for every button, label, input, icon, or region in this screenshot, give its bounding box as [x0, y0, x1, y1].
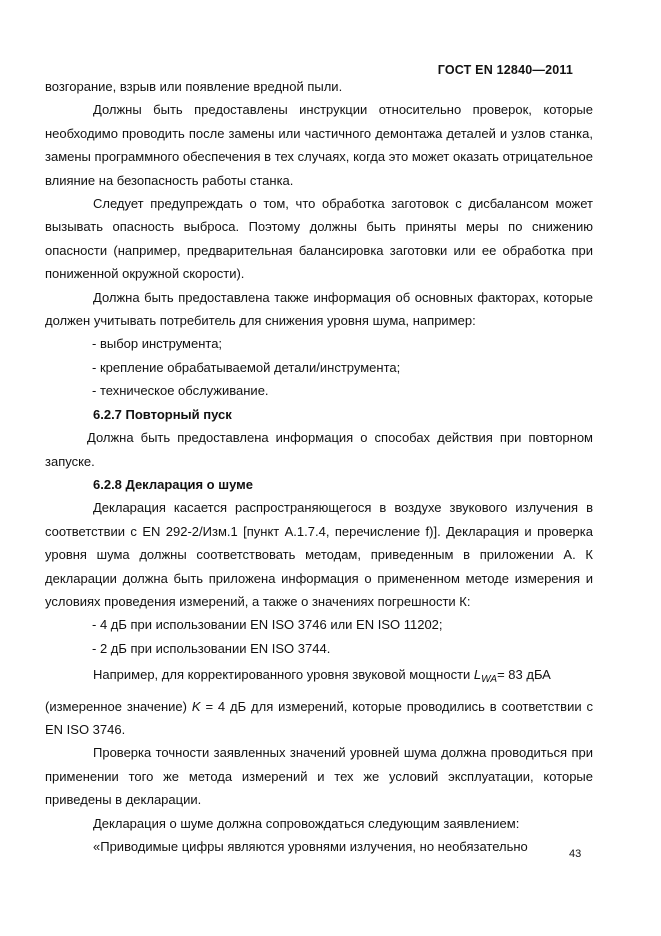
page-number: 43 [569, 848, 582, 860]
paragraph: возгорание, взрыв или появление вредной пыли. [45, 79, 343, 94]
paragraph: Должна быть предоставлена информация о способах действия при повторном запуске. [45, 430, 593, 469]
formula-value: = 83 дБА [497, 667, 551, 683]
list-item: - 4 дБ при использовании EN ISO 3746 или EN ISO 11202; [92, 617, 443, 633]
standard-header: ГОСТ EN 12840—2011 [437, 63, 573, 77]
formula-variable-l: L [473, 667, 482, 683]
paragraph: «Приводимые цифры являются уровнями излучения, но необязательно [93, 839, 528, 854]
paragraph: Следует предупреждать о том, что обработка заготовок с дисбалансом может вызывать опасность выброса. Поэтому должны быть приняты меры по снижению опасности (например, предварительная балансировка заготовки или ее обработка при пониженной окружной скорости). [45, 196, 593, 282]
formula-variable-k: K [191, 698, 201, 714]
formula-text: = 4 дБ для измерений, которые проводились в соответствии с EN ISO 3746. [45, 698, 593, 737]
section-heading-6-2-8: 6.2.8 Декларация о шуме [93, 476, 253, 492]
page-body [45, 75, 593, 858]
paragraph: Должны быть предоставлены инструкции относительно проверок, которые необходимо проводить после замены или частичного демонтажа деталей и узлов станка, замены программного обеспечения в тех случаях, когда это может оказать отрицательное влияние на безопасность работы станка. [45, 102, 593, 188]
paragraph: Проверка точности заявленных значений уровней шума должна проводиться при применении того же метода измерений и тех же условий эксплуатации, которые приведены в декларации. [45, 745, 593, 808]
paragraph: Должна быть предоставлена также информация об основных факторах, которые должен учитывать потребитель для снижения уровня шума, например: [45, 289, 593, 329]
formula-subscript-wa: WA [481, 674, 498, 686]
formula-text: (измеренное значение) [45, 698, 192, 714]
paragraph: Декларация о шуме должна сопровождаться следующим заявлением: [93, 815, 520, 831]
formula-paragraph-line1 [45, 663, 593, 691]
paragraph: Декларация касается распространяющегося в воздухе звукового излучения в соответствии с EN 292-2/Изм.1 [пункт А.1.7.4, перечисление f)]. Декларация и проверка уровня шума должны соответствовать методам, приведенным в приложении А. К декларации должна быть приложена информация о примененном методе измерения и условиях проведения измерений, а также о значениях погрешности К: [45, 500, 593, 609]
list-item: - выбор инструмента; [92, 336, 223, 352]
list-item: - техническое обслуживание. [92, 383, 269, 399]
list-item: - 2 дБ при использовании EN ISO 3744. [92, 640, 331, 656]
list-item: - крепление обрабатываемой детали/инструмента; [92, 359, 401, 375]
formula-paragraph-line2 [45, 695, 593, 742]
section-heading-6-2-7: 6.2.7 Повторный пуск [93, 406, 232, 422]
formula-text: Например, для корректированного уровня звуковой мощности [93, 667, 474, 683]
